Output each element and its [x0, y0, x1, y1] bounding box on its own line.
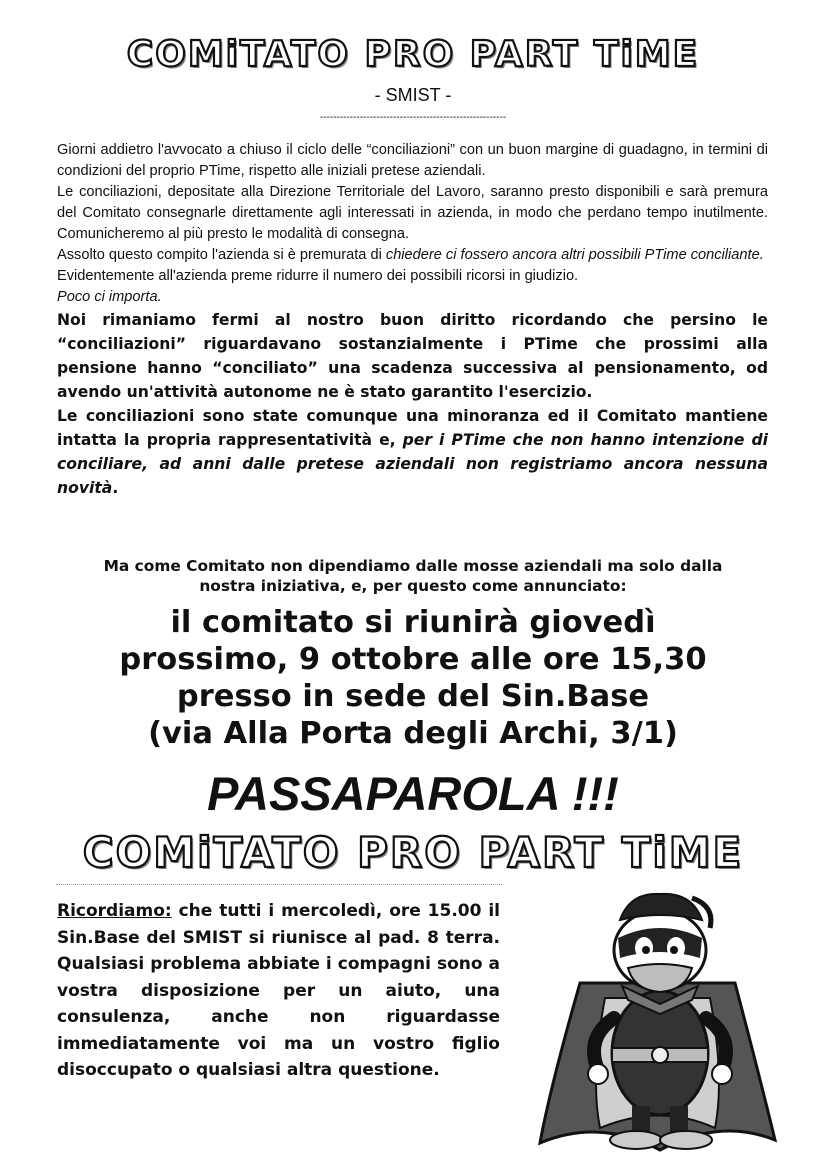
- intro-paragraph-7-plain: Le conciliazioni sono state comunque una minoranza ed il Comitato mantiene intatta la propria rappresentatività e,: [57, 407, 768, 449]
- duck-cartoon-icon: [510, 888, 810, 1158]
- reminder-text: che tutti i mercoledì, ore 15.00 il Sin.Base del SMIST si riunisce al pad. 8 terra. Qualsiasi problema abbiate i compagni sono a vostra disposizione per un aiuto, una consulenza, anche non riguardasse immediatamente voi ma un vostro figlio disoccupato o qualsiasi altra questione.: [57, 901, 500, 1080]
- announcement-line-2: nostra iniziativa, e, per questo come annunciato:: [199, 577, 627, 595]
- reminder-paragraph: [57, 898, 500, 1084]
- intro-paragraph-3-italic: chiedere ci fossero ancora altri possibili PTime conciliante.: [385, 247, 764, 263]
- announcement-line-1: Ma come Comitato non dipendiamo dalle mosse aziendali ma solo dalla: [103, 557, 723, 575]
- header-title: COMiTATO PRO PART TiME: [126, 34, 700, 75]
- intro-paragraph-1: Giorni addietro l'avvocato a chiuso il ciclo delle “conciliazioni” con un buon margine di guadagno, in termini di condizioni del proprio PTime, rispetto alle iniziali pretese aziendali.: [57, 142, 768, 179]
- intro-section: [57, 140, 768, 500]
- passaparola-slogan: PASSAPAROLA !!!: [207, 767, 619, 820]
- footer-divider: [56, 884, 502, 885]
- intro-paragraph-7-end: .: [112, 479, 119, 497]
- meeting-line-2: prossimo, 9 ottobre alle ore 15,30: [119, 642, 707, 677]
- meeting-line-3: presso in sede del Sin.Base: [176, 679, 650, 714]
- announcement: [40, 556, 786, 596]
- meeting-details: [0, 604, 826, 752]
- meeting-line-4: (via Alla Porta degli Archi, 3/1): [148, 716, 678, 751]
- intro-paragraph-7-italic: per i PTime che non hanno intenzione di conciliare, ad anni dalle pretese aziendali non registriamo ancora nessuna novità: [57, 431, 768, 497]
- intro-paragraph-5: Poco ci importa.: [57, 289, 162, 305]
- intro-paragraph-3-plain: Assolto questo compito l'azienda si è premurata di: [57, 247, 386, 263]
- intro-paragraph-2: Le conciliazioni, depositate alla Direzione Territoriale del Lavoro, saranno presto disponibili e sarà premura del Comitato consegnarle direttamente agli interessati in azienda, in modo che perdano tempo inutilmente. Comunicheremo al più presto le modalità di consegna.: [57, 184, 768, 242]
- footer-title: COMiTATO PRO PART TiME: [82, 828, 744, 877]
- intro-paragraph-6: Noi rimaniamo fermi al nostro buon diritto ricordando che persino le “conciliazioni” riguardavano sostanzialmente i PTime che prossimi alla pensione hanno “conciliato” una scadenza successiva al pensionamento, od avendo un'attività autonome ne è stato garantito l'esercizio.: [57, 311, 768, 401]
- intro-paragraph-7: [57, 404, 768, 500]
- meeting-line-1: il comitato si riunirà giovedì: [170, 605, 656, 640]
- header-subtitle: - SMIST -: [374, 85, 452, 105]
- header-divider: --------------------------------------------------------: [319, 112, 507, 123]
- intro-paragraph-3: [57, 245, 768, 266]
- intro-paragraph-4: Evidentemente all'azienda preme ridurre il numero dei possibili ricorsi in giudizio.: [57, 268, 579, 284]
- reminder-label: Ricordiamo:: [57, 901, 172, 921]
